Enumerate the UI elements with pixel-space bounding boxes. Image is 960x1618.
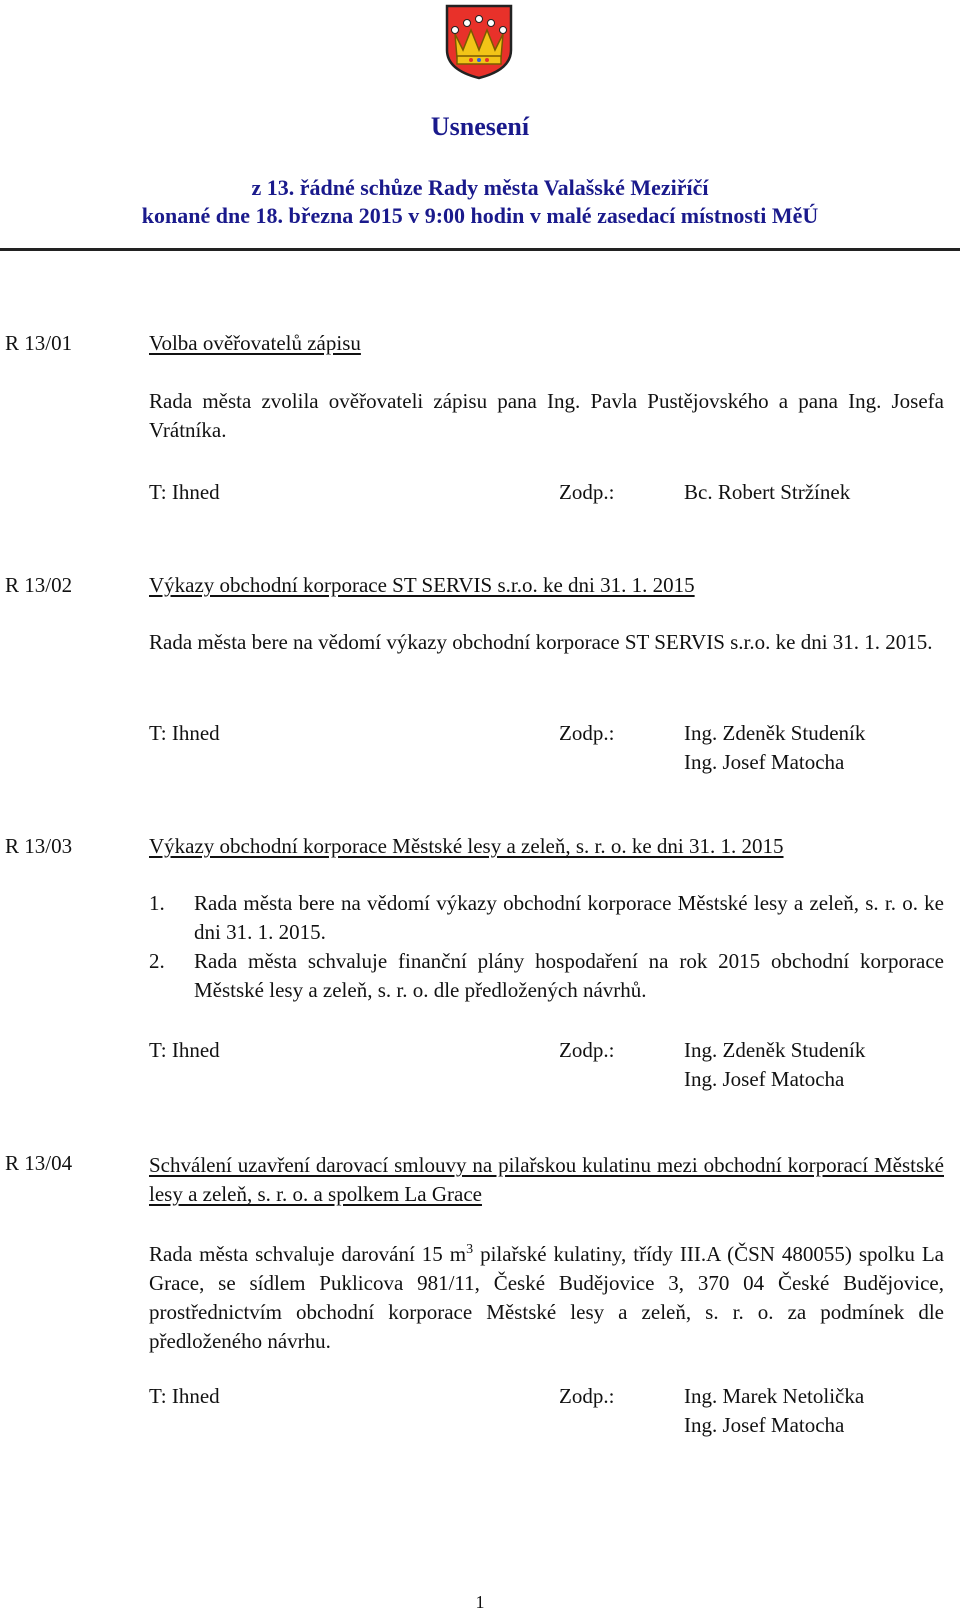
term-label: T: Ihned <box>149 1384 220 1408</box>
crest-icon <box>445 4 513 80</box>
responsible-person: Bc. Robert Stržínek <box>684 480 851 504</box>
superscript: 3 <box>466 1242 474 1257</box>
header-divider <box>0 248 960 251</box>
responsible-person: Ing. Zdeněk Studeník <box>684 1038 866 1062</box>
resolution-number: R 13/01 <box>5 331 73 355</box>
resolution-text: Rada města bere na vědomí výkazy obchodní korporace ST SERVIS s.r.o. ke dni 31. 1. 2015. <box>149 630 933 654</box>
responsible-person: Ing. Josef Matocha <box>684 750 845 774</box>
subtitle-line-1: z 13. řádné schůze Rady města Valašské Meziříčí <box>251 175 709 200</box>
resolution-heading: Volba ověřovatelů zápisu <box>149 331 361 355</box>
list-item-number: 1. <box>149 891 165 915</box>
list-item-text: Rada města bere na vědomí výkazy obchodní korporace Městské lesy a zeleň, s. r. o. ke dni 31. 1. 2015. <box>194 891 944 944</box>
resolution-text-part: pilařské kulatiny, třídy III.A (ČSN 480055) spolku La Grace, se sídlem Puklicova 981/11, České Budějovice 3, 370 04 České Budějovice, prostřednictvím obchodní korporace Městské lesy a zeleň, s. r. o. za podmínek dle předloženého návrhu. <box>149 1242 945 1353</box>
responsible-label: Zodp.: <box>559 480 615 504</box>
responsible-label: Zodp.: <box>559 1038 615 1062</box>
resolution-number: R 13/03 <box>5 834 73 858</box>
resolution-heading: Výkazy obchodní korporace Městské lesy a zeleň, s. r. o. ke dni 31. 1. 2015 <box>149 834 784 858</box>
resolution-text-part: Rada města schvaluje darování 15 m <box>149 1242 467 1266</box>
list-item <box>149 889 944 947</box>
responsible-person: Ing. Josef Matocha <box>684 1413 845 1437</box>
responsible-label: Zodp.: <box>559 721 615 745</box>
responsible-label: Zodp.: <box>559 1384 615 1408</box>
responsible-person: Ing. Zdeněk Studeník <box>684 721 866 745</box>
resolution-number: R 13/04 <box>5 1151 73 1175</box>
list-item <box>149 947 944 1005</box>
subtitle-line-2: konané dne 18. března 2015 v 9:00 hodin v malé zasedací místnosti MěÚ <box>141 203 819 228</box>
list-item-text: Rada města schvaluje finanční plány hospodaření na rok 2015 obchodní korporace Městské lesy a zeleň, s. r. o. dle předložených návrhů. <box>194 949 944 1002</box>
resolution-items <box>149 889 944 1005</box>
resolution-number: R 13/02 <box>5 573 73 597</box>
responsible-person: Ing. Josef Matocha <box>684 1067 845 1091</box>
town-crest-logo <box>445 4 513 80</box>
term-label: T: Ihned <box>149 480 220 504</box>
document-title: Usnesení <box>430 112 530 141</box>
document-subtitle <box>0 174 960 230</box>
responsible-person: Ing. Marek Netolička <box>684 1384 865 1408</box>
list-item-number: 2. <box>149 949 165 973</box>
term-label: T: Ihned <box>149 1038 220 1062</box>
resolution-heading: Výkazy obchodní korporace ST SERVIS s.r.o. ke dni 31. 1. 2015 <box>149 573 695 597</box>
resolution-heading: Schválení uzavření darovací smlouvy na pilařskou kulatinu mezi obchodní korporací Městské lesy a zeleň, s. r. o. a spolkem La Grace <box>149 1153 944 1206</box>
page-number: 1 <box>475 1592 485 1612</box>
resolution-text <box>149 1235 944 1356</box>
resolution-text: Rada města zvolila ověřovateli zápisu pana Ing. Pavla Pustějovského a pana Ing. Josefa Vrátníka. <box>149 389 944 442</box>
term-label: T: Ihned <box>149 721 220 745</box>
